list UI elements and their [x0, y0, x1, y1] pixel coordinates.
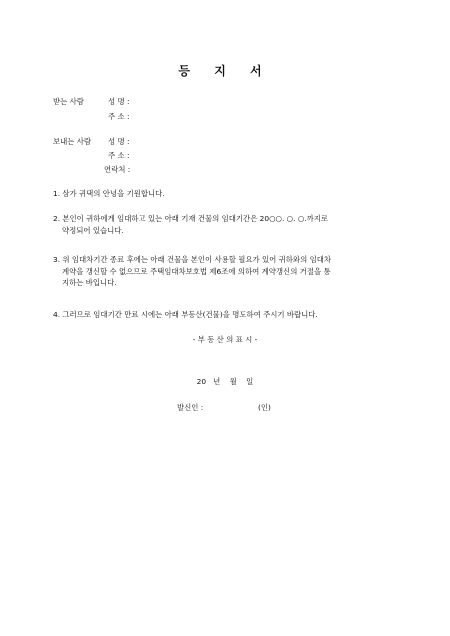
paragraph-2-line-1: 2. 본인이 귀하에게 임대하고 있는 아래 기재 건물의 임대기간은 20○○. ○. ○.까지로 — [53, 214, 329, 223]
recipient-name-label: 성 명 : — [108, 97, 130, 106]
date-line: 20 년 월 일 — [196, 377, 254, 386]
sender-contact-label: 연락처 : — [104, 165, 131, 174]
paragraph-3-line-1: 3. 위 임대차기간 종료 후에는 아래 건물을 본인이 사용할 필요가 있어 귀하와의 임대차 — [53, 255, 331, 264]
paragraph-1 — [53, 188, 413, 200]
recipient-address-label: 주 소 : — [108, 112, 130, 121]
sender-label: 보내는 사람 — [53, 137, 92, 146]
paragraph-3 — [53, 254, 413, 289]
paragraph-2-line-2: 약정되어 있습니다. — [62, 225, 124, 235]
paragraph-3-line-2: 계약을 갱신할 수 없으므로 주택임대차보호법 제6조에 의하여 계약갱신의 거절을 통 — [62, 266, 331, 276]
paragraph-2 — [53, 213, 413, 236]
paragraph-4 — [53, 309, 413, 321]
sender-name-label: 성 명 : — [108, 137, 130, 146]
paragraph-1-line-1: 1. 삼가 귀댁의 안녕을 기원합니다. — [53, 189, 165, 198]
paragraph-3-line-3: 지하는 바입니다. — [62, 278, 117, 287]
seal-mark: (인) — [258, 403, 271, 412]
paragraph-4-line-1: 4. 그러므로 임대기간 만료 시에는 아래 부동산(건물)을 명도하여 주시기 바랍니다. — [53, 310, 318, 319]
property-heading: - 부 동 산 의 표 시 - — [192, 335, 258, 344]
sender-address-label: 주 소 : — [108, 151, 130, 160]
signer-label: 발신인 : — [177, 403, 204, 412]
recipient-label: 받는 사람 — [53, 97, 84, 106]
document-title: 등 지 서 — [178, 64, 272, 78]
